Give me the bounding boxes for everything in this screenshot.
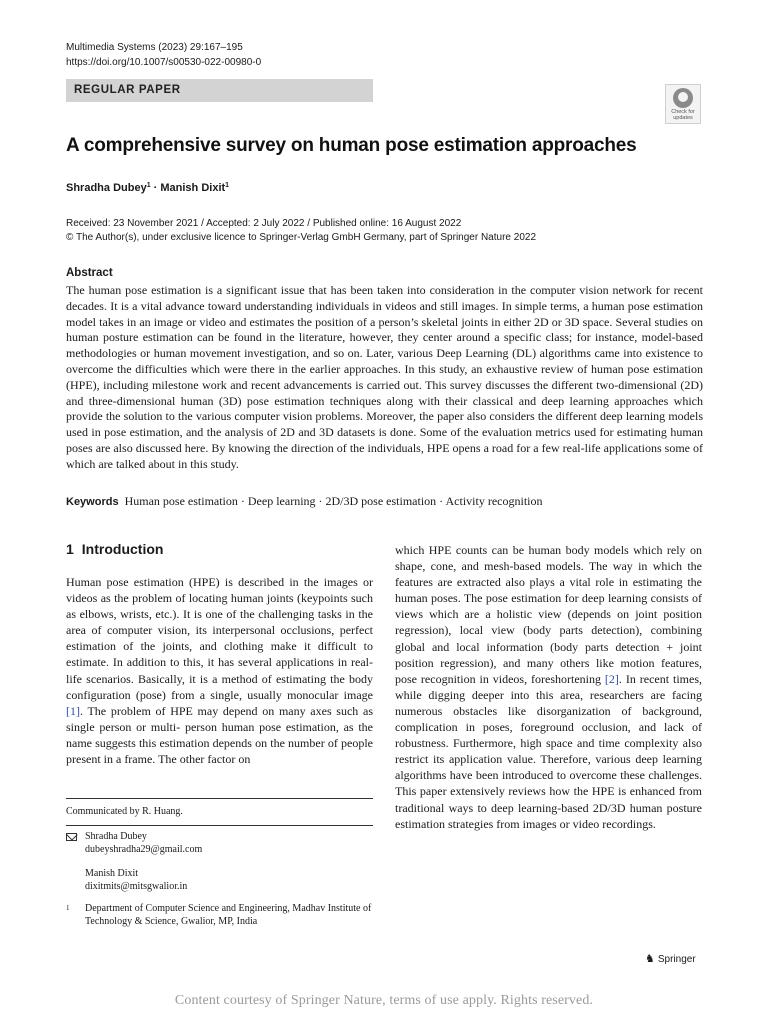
citation-link[interactable]: [1] [66, 703, 80, 718]
springer-horse-icon: ♞ [645, 953, 655, 965]
intro-paragraph: which HPE counts can be human body models which rely on shape, cone, and mesh-based models. The way in which the features are extracted also plays a vital role in estimating the human poses. The pose estimation for deep learning consists of views which are a holistic view (depends on joint position regression), local view (body parts detection), combining global and local information (body parts detection + joint position regression), and many others like motion features, pose recognition in videos, foreshortening [395, 543, 702, 686]
section-number: 1 [66, 541, 74, 557]
envelope-icon [66, 833, 77, 841]
intro-paragraph: . In recent times, while digging deeper into this area, researchers are facing numerous obstacles like disorganization of background, complication in poses, foreground occlusion, and lack of robustness. Furthermore, high space and time complexity also restrict its application value. Therefore, various deep learning algorithms have been introduced to overcome these challenges. This paper extensively reviews how the HPE is enhanced from traditional ways to deep learning-based 2D/3D human posture estimation strategies from images or video recordings. [395, 671, 702, 831]
keywords-text: Human pose estimation · Deep learning · 2D/3D pose estimation · Activity recognition [124, 494, 543, 508]
footnote-divider [66, 798, 373, 799]
publisher-logo [645, 952, 696, 967]
article-type-banner: REGULAR PAPER [66, 79, 373, 102]
footnote-divider [66, 825, 373, 826]
doi-link[interactable]: https://doi.org/10.1007/s00530-022-00980-0 [66, 57, 262, 68]
contact-email[interactable]: dixitmits@mitsgwalior.in [85, 880, 188, 892]
author-affil-mark: 1 [225, 182, 230, 189]
abstract-heading: Abstract [66, 267, 113, 279]
abstract-text: The human pose estimation is a significant issue that has been taken into consideration in the computer vision network for recent decades. It is a vital advance toward understanding individuals in videos and still images. In simple terms, a human pose estimation model takes in an image or video and estimates the position of a person’s skeletal joints in either 2D or 3D space. Several studies on human posture estimation can be found in the literature, however, they center around a specific class; for instance, model-based methodologies or human movement investigation, and so on. Later, various Deep Learning (DL) algorithms came into existence to overcome the difficulties which were there in the earlier approaches. In this study, an exhaustive review of human pose estimation (HPE), including milestone work and recent advancements is carried out. This survey discusses the different two-dimensional (2D) and three-dimensional human (3D) pose estimation techniques along with their classical and deep learning approaches which provide the solution to the various computer vision problems. Moreover, the paper also considers the different deep learning models used in pose estimation, and the analysis of 2D and 3D datasets is done. Some of the evaluation metrics used for estimating human poses are also discussed here. By knowing the direction of the individuals, HPE opens a road for a few real-life applications some of which are talked about in this study. [66, 283, 703, 471]
dates-line: Received: 23 November 2021 / Accepted: 2 July 2022 / Published online: 16 August 2022 [66, 218, 462, 229]
contact-name: Shradha Dubey [85, 831, 147, 842]
author-list [66, 178, 229, 196]
affiliation-text: Department of Computer Science and Engineering, Madhav Institute of Technology & Science, Gwalior, MP, India [85, 903, 372, 927]
journal-info [66, 40, 261, 70]
author-contact [66, 831, 373, 856]
communicated-by: Communicated by R. Huang. [66, 806, 183, 817]
intro-paragraph: Human pose estimation (HPE) is described in the images or videos as the problem of locating human joints (keypoints such as elbows, wrists, etc.). It is one of the challenging tasks in the area of computer vision, its interpersonal occlusions, perfect estimation of the joints, and clothing make it difficult to estimate. In addition to this, it has several applications in real-life scenarios. Basically, it is a method of estimating the body configuration (pose) from a single, usually monocular image [66, 575, 373, 702]
citation-link[interactable]: [2] [604, 671, 619, 686]
section-title: Introduction [81, 541, 164, 557]
check-badge-line2: updates [673, 115, 693, 121]
contact-email[interactable]: dubeyshradha29@gmail.com [85, 843, 203, 855]
check-badge-line1: Check for [671, 109, 695, 115]
author-separator: · [150, 182, 161, 194]
check-updates-icon [673, 88, 693, 108]
affiliation [66, 903, 373, 928]
copyright-line: © The Author(s), under exclusive licence to Springer-Verlag GmbH Germany, part of Springer Nature 2022 [66, 232, 536, 243]
author-name[interactable]: Shradha Dubey [66, 182, 147, 194]
intro-left-column [66, 574, 373, 767]
check-for-updates-badge[interactable] [665, 84, 701, 124]
journal-citation: Multimedia Systems (2023) 29:167–195 [66, 42, 243, 53]
intro-paragraph: . The problem of HPE may depend on many axes such as single person or multi- person human pose estimation, as the name suggests this estimation depends on the number of people present in a frame. The other factor on [66, 703, 373, 767]
affiliation-mark: 1 [66, 904, 70, 912]
author-name[interactable]: Manish Dixit [160, 182, 226, 194]
contact-name: Manish Dixit [85, 868, 139, 879]
author-affil-mark: 1 [146, 182, 151, 189]
publication-dates [66, 217, 536, 245]
corresponding-authors [66, 831, 373, 893]
paper-title: A comprehensive survey on human pose estimation approaches [66, 135, 637, 156]
intro-right-column [395, 542, 702, 832]
keywords-line [66, 493, 706, 510]
keywords-label: Keywords [66, 496, 119, 508]
author-contact [66, 868, 373, 893]
courtesy-footer: Content courtesy of Springer Nature, terms of use apply. Rights reserved. [174, 993, 594, 1008]
publisher-name: Springer [657, 954, 696, 965]
section-heading-introduction [66, 540, 163, 558]
